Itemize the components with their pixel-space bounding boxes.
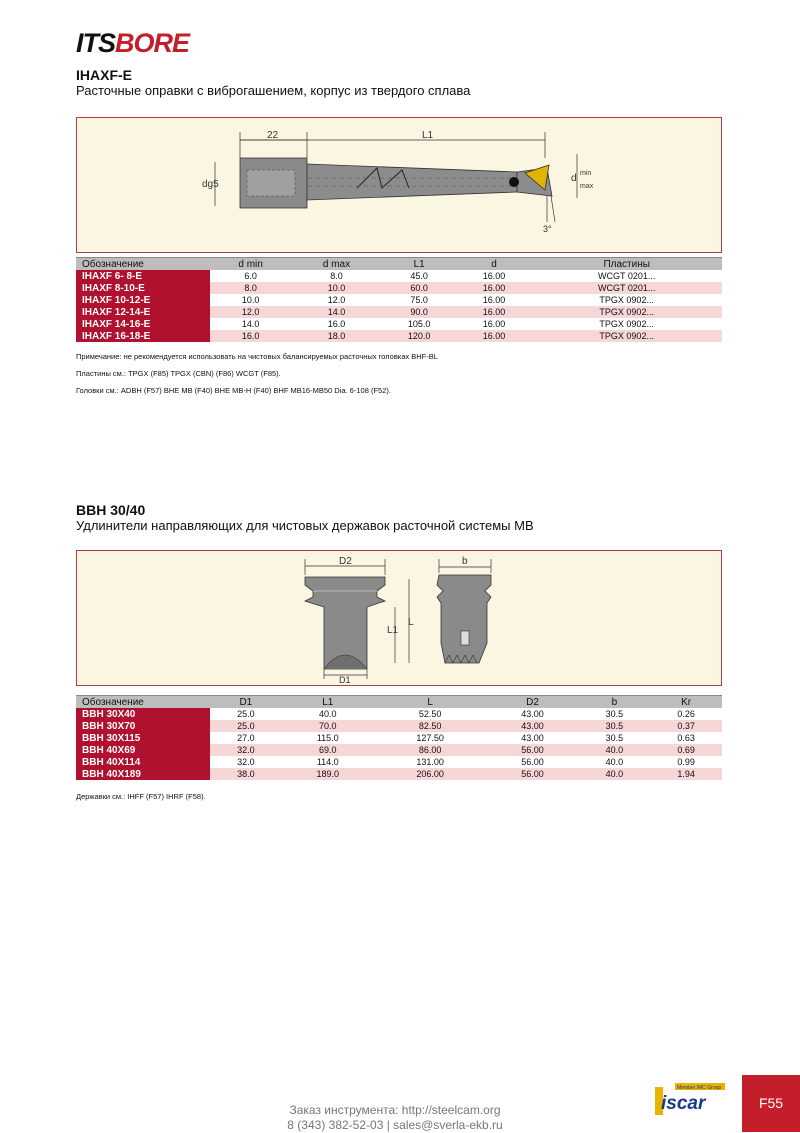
footer-order-url[interactable]: Заказ инструмента: http://steelcam.org (289, 1103, 501, 1117)
table-cell: 69.0 (282, 744, 374, 756)
table-cell: 8.0 (210, 282, 291, 294)
table-cell: 30.5 (579, 708, 651, 720)
footer-contacts[interactable]: 8 (343) 382-52-03 | sales@sverla-ekb.ru (287, 1118, 503, 1132)
dim-L: L (408, 617, 414, 628)
table-cell: 75.0 (382, 294, 457, 306)
table-cell: 18.0 (291, 330, 381, 342)
table-cell: 56.00 (486, 756, 578, 768)
section2-title: BBH 30/40 (76, 502, 146, 518)
table-cell: 25.0 (210, 708, 282, 720)
table-row (76, 720, 722, 732)
col-header: d (457, 258, 532, 271)
table-row (76, 708, 722, 720)
table-cell: 127.50 (374, 732, 487, 744)
page-number: F55 (742, 1075, 800, 1132)
col-header: d min (210, 258, 291, 271)
dim-D2: D2 (339, 556, 352, 567)
section1-subtitle: Расточные оправки с виброгашением, корпус из твердого сплава (76, 83, 471, 98)
section2-holders-ref: Державки см.: IHFF (F57) IHRF (F58). (76, 792, 206, 801)
table-row (76, 756, 722, 768)
table-cell: 60.0 (382, 282, 457, 294)
table-cell: TPGX 0902... (531, 294, 722, 306)
table-cell: IHAXF 14-16-E (76, 318, 210, 330)
table-cell: 40.0 (579, 756, 651, 768)
table-cell: WCGT 0201... (531, 270, 722, 282)
table-cell: 6.0 (210, 270, 291, 282)
table-cell: 114.0 (282, 756, 374, 768)
table-cell: IHAXF 8-10-E (76, 282, 210, 294)
itsbore-logo: ITSBORE (76, 28, 190, 58)
table-cell: 1.94 (650, 768, 722, 780)
col-header: D2 (486, 696, 578, 709)
table-cell: 105.0 (382, 318, 457, 330)
table-cell: 43.00 (486, 732, 578, 744)
table-cell: 16.00 (457, 330, 532, 342)
section2-figure (76, 550, 722, 686)
table-cell: 10.0 (291, 282, 381, 294)
table-cell: 32.0 (210, 744, 282, 756)
extension-drawing (77, 551, 721, 685)
dim-22: 22 (267, 130, 279, 141)
table-cell: BBH 40X189 (76, 768, 210, 780)
dim-min: min (580, 170, 592, 177)
table-cell: 32.0 (210, 756, 282, 768)
table-row (76, 282, 722, 294)
iscar-logo (655, 1083, 739, 1115)
section1-title: IHAXF-E (76, 67, 132, 83)
section2-table (76, 695, 722, 780)
table-cell: TPGX 0902... (531, 330, 722, 342)
table-cell: 56.00 (486, 768, 578, 780)
table-cell: BBH 30X70 (76, 720, 210, 732)
table-cell: 45.0 (382, 270, 457, 282)
table-cell: 43.00 (486, 708, 578, 720)
table-cell: 16.00 (457, 282, 532, 294)
table-cell: 16.00 (457, 270, 532, 282)
table-cell: 40.0 (579, 768, 651, 780)
table-cell: 16.00 (457, 318, 532, 330)
table-cell: 120.0 (382, 330, 457, 342)
table-cell: 131.00 (374, 756, 487, 768)
dim-angle: 3° (543, 224, 552, 234)
table-cell: IHAXF 16-18-E (76, 330, 210, 342)
col-header: Пластины (531, 258, 722, 271)
table-cell: 0.99 (650, 756, 722, 768)
col-header: d max (291, 258, 381, 271)
table-cell: 16.0 (291, 318, 381, 330)
table-cell: 12.0 (210, 306, 291, 318)
section2-subtitle: Удлинители направляющих для чистовых державок расточной системы MB (76, 518, 534, 533)
table-cell: 52.50 (374, 708, 487, 720)
dim-D1: D1 (339, 675, 351, 685)
table-cell: 27.0 (210, 732, 282, 744)
table-cell: 0.63 (650, 732, 722, 744)
svg-text:iscar: iscar (661, 1093, 706, 1114)
table-cell: 14.0 (210, 318, 291, 330)
section1-note: Примечание: не рекомендуется использовать на чистовых балансируемых расточных головках BHF-BL (76, 352, 438, 361)
col-header: L (374, 696, 487, 709)
dim-d: d (571, 173, 577, 184)
table-cell: 8.0 (291, 270, 381, 282)
table-cell: BBH 30X115 (76, 732, 210, 744)
table-cell: 30.5 (579, 720, 651, 732)
table-cell: IHAXF 12-14-E (76, 306, 210, 318)
table-row (76, 318, 722, 330)
boring-bar-drawing (77, 118, 721, 252)
table-cell: 30.5 (579, 732, 651, 744)
table-cell: 0.26 (650, 708, 722, 720)
table-cell: BBH 40X114 (76, 756, 210, 768)
table-cell: 90.0 (382, 306, 457, 318)
table-cell: 40.0 (579, 744, 651, 756)
table-cell: 189.0 (282, 768, 374, 780)
table-cell: 115.0 (282, 732, 374, 744)
table-cell: 82.50 (374, 720, 487, 732)
table-cell: 206.00 (374, 768, 487, 780)
table-cell: 25.0 (210, 720, 282, 732)
section1-inserts-ref: Пластины см.: TPGX (F85) TPGX (CBN) (F86) WCGT (F85). (76, 369, 281, 378)
table-row (76, 768, 722, 780)
table-cell: 43.00 (486, 720, 578, 732)
col-header: Обозначение (76, 696, 210, 709)
table-cell: WCGT 0201... (531, 282, 722, 294)
dim-max: max (580, 183, 594, 190)
table-row (76, 294, 722, 306)
dim-b: b (462, 556, 468, 567)
table-cell: 12.0 (291, 294, 381, 306)
table-cell: TPGX 0902... (531, 306, 722, 318)
table-cell: 0.37 (650, 720, 722, 732)
col-header: L1 (382, 258, 457, 271)
section1-figure (76, 117, 722, 253)
col-header: b (579, 696, 651, 709)
col-header: Kr (650, 696, 722, 709)
section1-table (76, 257, 722, 342)
table-row (76, 744, 722, 756)
svg-text:Member IMC Group: Member IMC Group (677, 1085, 722, 1091)
col-header: Обозначение (76, 258, 210, 271)
table-cell: IHAXF 6- 8-E (76, 270, 210, 282)
table-row (76, 330, 722, 342)
table-cell: 16.0 (210, 330, 291, 342)
table-cell: 16.00 (457, 306, 532, 318)
table-cell: 86.00 (374, 744, 487, 756)
table-cell: TPGX 0902... (531, 318, 722, 330)
table-cell: BBH 30X40 (76, 708, 210, 720)
table-cell: 10.0 (210, 294, 291, 306)
col-header: D1 (210, 696, 282, 709)
table-cell: 0.69 (650, 744, 722, 756)
col-header: L1 (282, 696, 374, 709)
table-cell: 38.0 (210, 768, 282, 780)
table-cell: 14.0 (291, 306, 381, 318)
section1-heads-ref: Головки см.: ADBH (F57) BHE MB (F40) BHE MB-H (F40) BHF MB16-MB50 Dia. 6-108 (F52). (76, 386, 391, 395)
table-cell: 40.0 (282, 708, 374, 720)
table-cell: 56.00 (486, 744, 578, 756)
dim-dg5: dg5 (202, 179, 219, 190)
table-row (76, 270, 722, 282)
dim-L1: L1 (422, 130, 434, 141)
table-row (76, 732, 722, 744)
table-cell: IHAXF 10-12-E (76, 294, 210, 306)
table-cell: BBH 40X69 (76, 744, 210, 756)
table-cell: 70.0 (282, 720, 374, 732)
table-cell: 16.00 (457, 294, 532, 306)
dim-L1: L1 (387, 625, 399, 636)
table-row (76, 306, 722, 318)
